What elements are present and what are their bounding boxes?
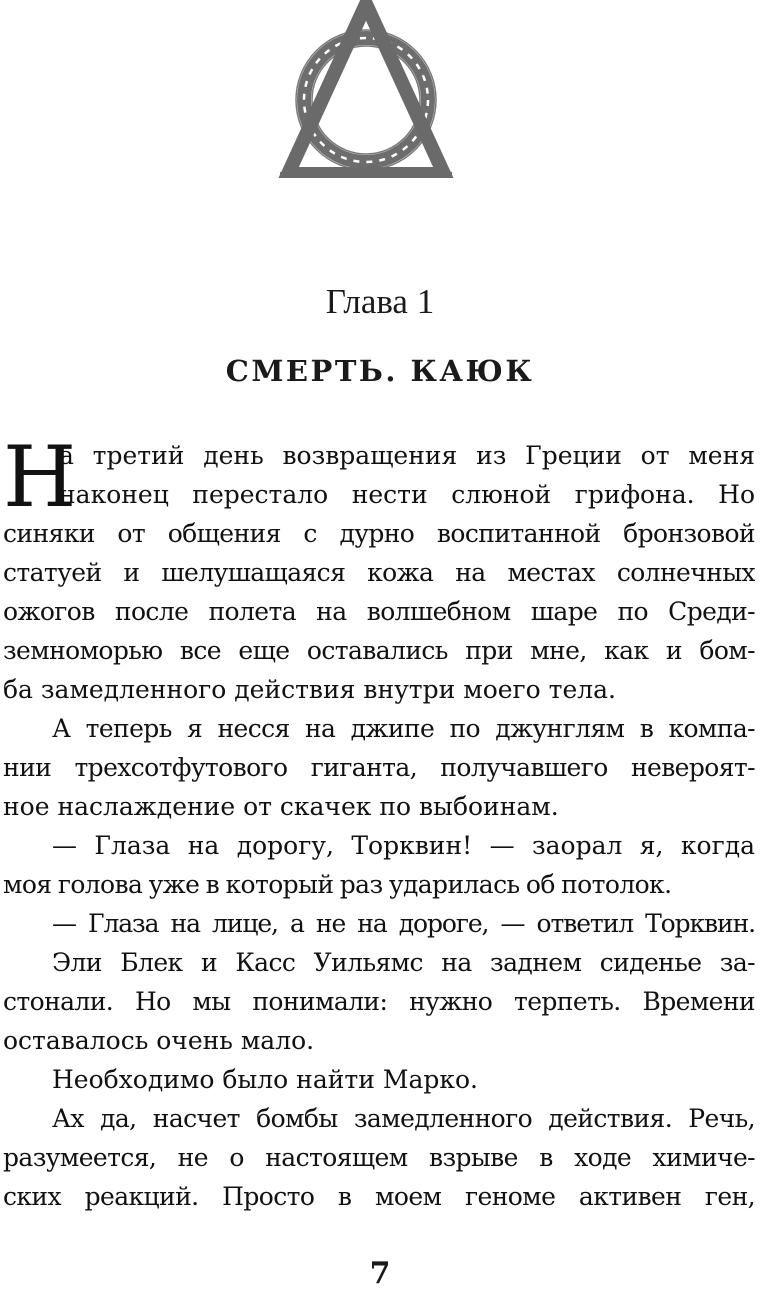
- text-line: ное наслаждение от скачек по выбоинам.: [3, 792, 559, 821]
- page-number: 7: [369, 1256, 391, 1291]
- text-line: — Глаза на дорогу, Торквин! — заорал я, когда: [52, 831, 755, 860]
- text-line: стонали. Но мы понимали: нужно терпеть. Времени: [3, 987, 755, 1016]
- text-line: оставалось очень мало.: [3, 1026, 315, 1055]
- text-line: ба замедленного действия внутри моего тела.: [3, 675, 617, 704]
- text-line: нии трехсотфутового гиганта, получавшего невероят-: [3, 753, 755, 782]
- drop-cap: Н: [3, 428, 77, 526]
- text-line: разумеется, не о настоящем взрыве в ходе химиче-: [3, 1143, 755, 1172]
- text-line: наконец перестало нести слюной грифона. Но: [59, 480, 755, 509]
- text-line: Необходимо было найти Марко.: [52, 1065, 478, 1094]
- text-line: статуей и шелушащаяся кожа на местах солнечных: [3, 558, 755, 587]
- text-line: А теперь я несся на джипе по джунглям в компа-: [52, 714, 755, 743]
- text-line: ских реакций. Просто в моем геноме активен ген,: [3, 1182, 755, 1211]
- text-line: моя голова уже в который раз ударилась об потолок.: [3, 870, 672, 899]
- text-line: — Глаза на лице, а не на дороге, — ответил Торквин.: [52, 909, 755, 938]
- chapter-label: Глава 1: [325, 282, 435, 321]
- text-line: земноморью все еще оставались при мне, как и бом-: [3, 636, 755, 665]
- text-line: а третий день возвращения из Греции от меня: [59, 441, 755, 470]
- text-line: синяки от общения с дурно воспитанной бронзовой: [3, 519, 755, 548]
- body-text: [3, 428, 755, 1216]
- text-line: Эли Блек и Касс Уильямс на заднем сиденье за-: [52, 948, 755, 977]
- text-line: Ах да, насчет бомбы замедленного действия. Речь,: [52, 1104, 755, 1133]
- triangle-wreath-emblem-icon: [276, 0, 456, 178]
- text-line: ожогов после полета на волшебном шаре по Среди-: [3, 597, 755, 626]
- chapter-title: СМЕРТЬ. КАЮК: [225, 354, 535, 388]
